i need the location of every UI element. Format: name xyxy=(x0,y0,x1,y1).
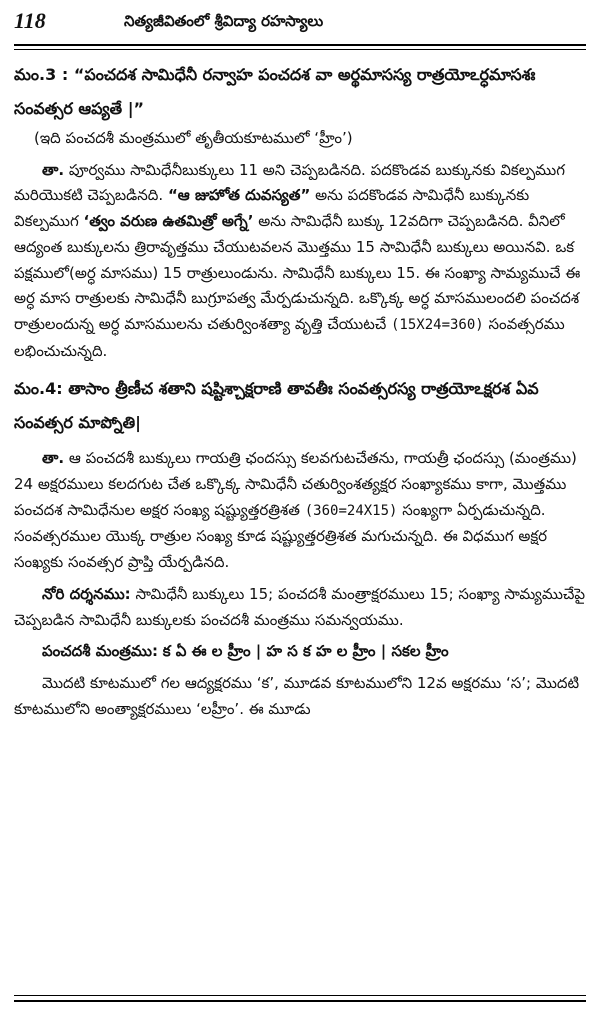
commentary-paragraph-1 xyxy=(14,158,586,365)
nori-text: సామిధేనీ బుక్కులు 15; పంచదశీ మంత్రాక్షరములు 15; సంఖ్యా సామ్యముచేపై చెప్పబడిన సామిధేనీ బుక్కులకు పంచదశీ మంత్రము సమన్వయము. xyxy=(14,584,586,629)
commentary-1-text-d: సంవత్సరము లభించుచున్నది. xyxy=(14,314,565,360)
mantra-4 xyxy=(14,372,586,440)
commentary-2-formula: (360=24X15) xyxy=(304,502,398,519)
commentary-1-formula: (15X24=360) xyxy=(391,316,484,333)
mantra-4-text: తాసాం త్రీణీచ శతాని షష్టిశ్చాక్షరాణి తావతీః సంవత్సరస్య రాత్రయోఽక్షరశ ఏవ సంవత్సర మాప్నోతి| xyxy=(14,379,539,433)
page-header xyxy=(14,8,586,42)
closing-text: మొదటి కూటములో గల ఆద్యక్షరము ‘క’, మూడవ కూటములోని 12వ అక్షరము ‘స’; మొదటి కూటములోని అంత్యాక్షరములు ‘లహ్రీం’. ఈ మూడు xyxy=(14,673,580,718)
nori-label: నోరి దర్శనము: xyxy=(42,584,131,603)
footer-rule-thin xyxy=(14,995,586,996)
commentary-paragraph-2 xyxy=(14,446,586,576)
mantra-3-note: (ఇది పంచదశీ మంత్రములో తృతీయకూటములో ‘హ్రీం’) xyxy=(34,129,353,147)
panchadashi-text: క ఏ ఈ ల హ్రీం | హ స క హ ల హ్రీం | సకల హ్రీం xyxy=(162,642,449,661)
nori-darshanamu-paragraph xyxy=(14,582,586,633)
mantra-3 xyxy=(14,58,586,126)
header-rule-thick xyxy=(14,44,586,46)
footer-rule-thick xyxy=(14,1000,586,1002)
commentary-1-label: తా. xyxy=(42,160,65,179)
spacer xyxy=(14,364,586,372)
header-rule-thin xyxy=(14,49,586,50)
mantra-4-label: మం.4: xyxy=(14,379,63,399)
commentary-2-text-b: సంఖ్యగా ఏర్పడుచున్నది. సంవత్సరముల యొక్క రాత్రుల సంఖ్య కూడ షష్ట్యుత్తరత్రిశత మగుచున్నది. ఈ విధముగ అక్షర సంఖ్యకు సంవత్సర ప్రాప్తి యేర్పడినది. xyxy=(14,500,548,572)
commentary-1-quote-2: ‘త్వం వరుణ ఉతమిత్రో అగ్నే’ xyxy=(83,212,254,231)
commentary-2-label: తా. xyxy=(42,449,65,468)
panchadashi-mantra-line xyxy=(14,639,586,665)
commentary-1-quote-1: “ఆ జుహోత దువస్యత” xyxy=(167,186,311,205)
commentary-1-text-a: పూర్వము సామిధేనీబుక్కులు 11 అని చెప్పబడినది. పదకొండవ బుక్కునకు వికల్పముగ మరియొకటి చెప్పబడినది. xyxy=(14,160,565,205)
commentary-2-text-a: ఆ పంచదశీ బుక్కులు గాయత్రి ఛందస్సు కలవగుటచేతను, గాయత్రీ ఛందస్సు (మంత్రము) 24 అక్షరములు కలదగుట చేత ఒక్కొక్క సామిధేనీ చతుర్వింశత్యక్షర సంఖ్యాకము కాగా, మొత్తము పంచదశ సామిధేనుల అక్షర సంఖ్య షష్ట్యుత్తరత్రిశత xyxy=(14,449,577,519)
mantra-3-label: మం.3 : xyxy=(14,65,69,84)
commentary-1-text-b: అను పదకొండవ సామిధేనీ బుక్కునకు వికల్పముగ xyxy=(14,186,530,231)
page-body xyxy=(14,58,586,722)
page-number: 118 xyxy=(14,8,46,33)
running-title: నిత్యజీవితంలో శ్రీవిద్యా రహస్యాలు xyxy=(124,12,324,30)
commentary-1-text-c: అను సామిధేనీ బుక్కు 12వదిగా చెప్పబడినది. వీనిలో ఆద్యంత బుక్కులను త్రిరావృత్తము చేయుటవలన మొత్తము 15 సామిధేనీ బుక్కులు అయినవి. ఒక పక్షములో(అర్ధ మాసము) 15 రాత్రులుండును. సామిధేనీ బుక్కులు 15. ఈ సంఖ్యా సామ్యముచే ఈ అర్ధ మాస రాత్రులకు సామిధేనీ బుగ్రూపత్వ మేర్పడుచున్నది. ఒక్కొక్క అర్ధ మాసములందలి పంచదశ రాత్రులందున్న అర్ధ మాసములను చతుర్వింశత్యా వృత్తి చేయుటచే xyxy=(14,212,581,333)
panchadashi-label: పంచదశీ మంత్రము: xyxy=(42,642,158,661)
mantra-3-text: “పంచదశ సామిధేనీ రన్వాహ పంచదశ వా అర్థమాసస్య రాత్రయోఽర్ధమాసశః సంవత్సర ఆప్యతే |” xyxy=(14,65,536,118)
closing-paragraph xyxy=(14,671,586,722)
